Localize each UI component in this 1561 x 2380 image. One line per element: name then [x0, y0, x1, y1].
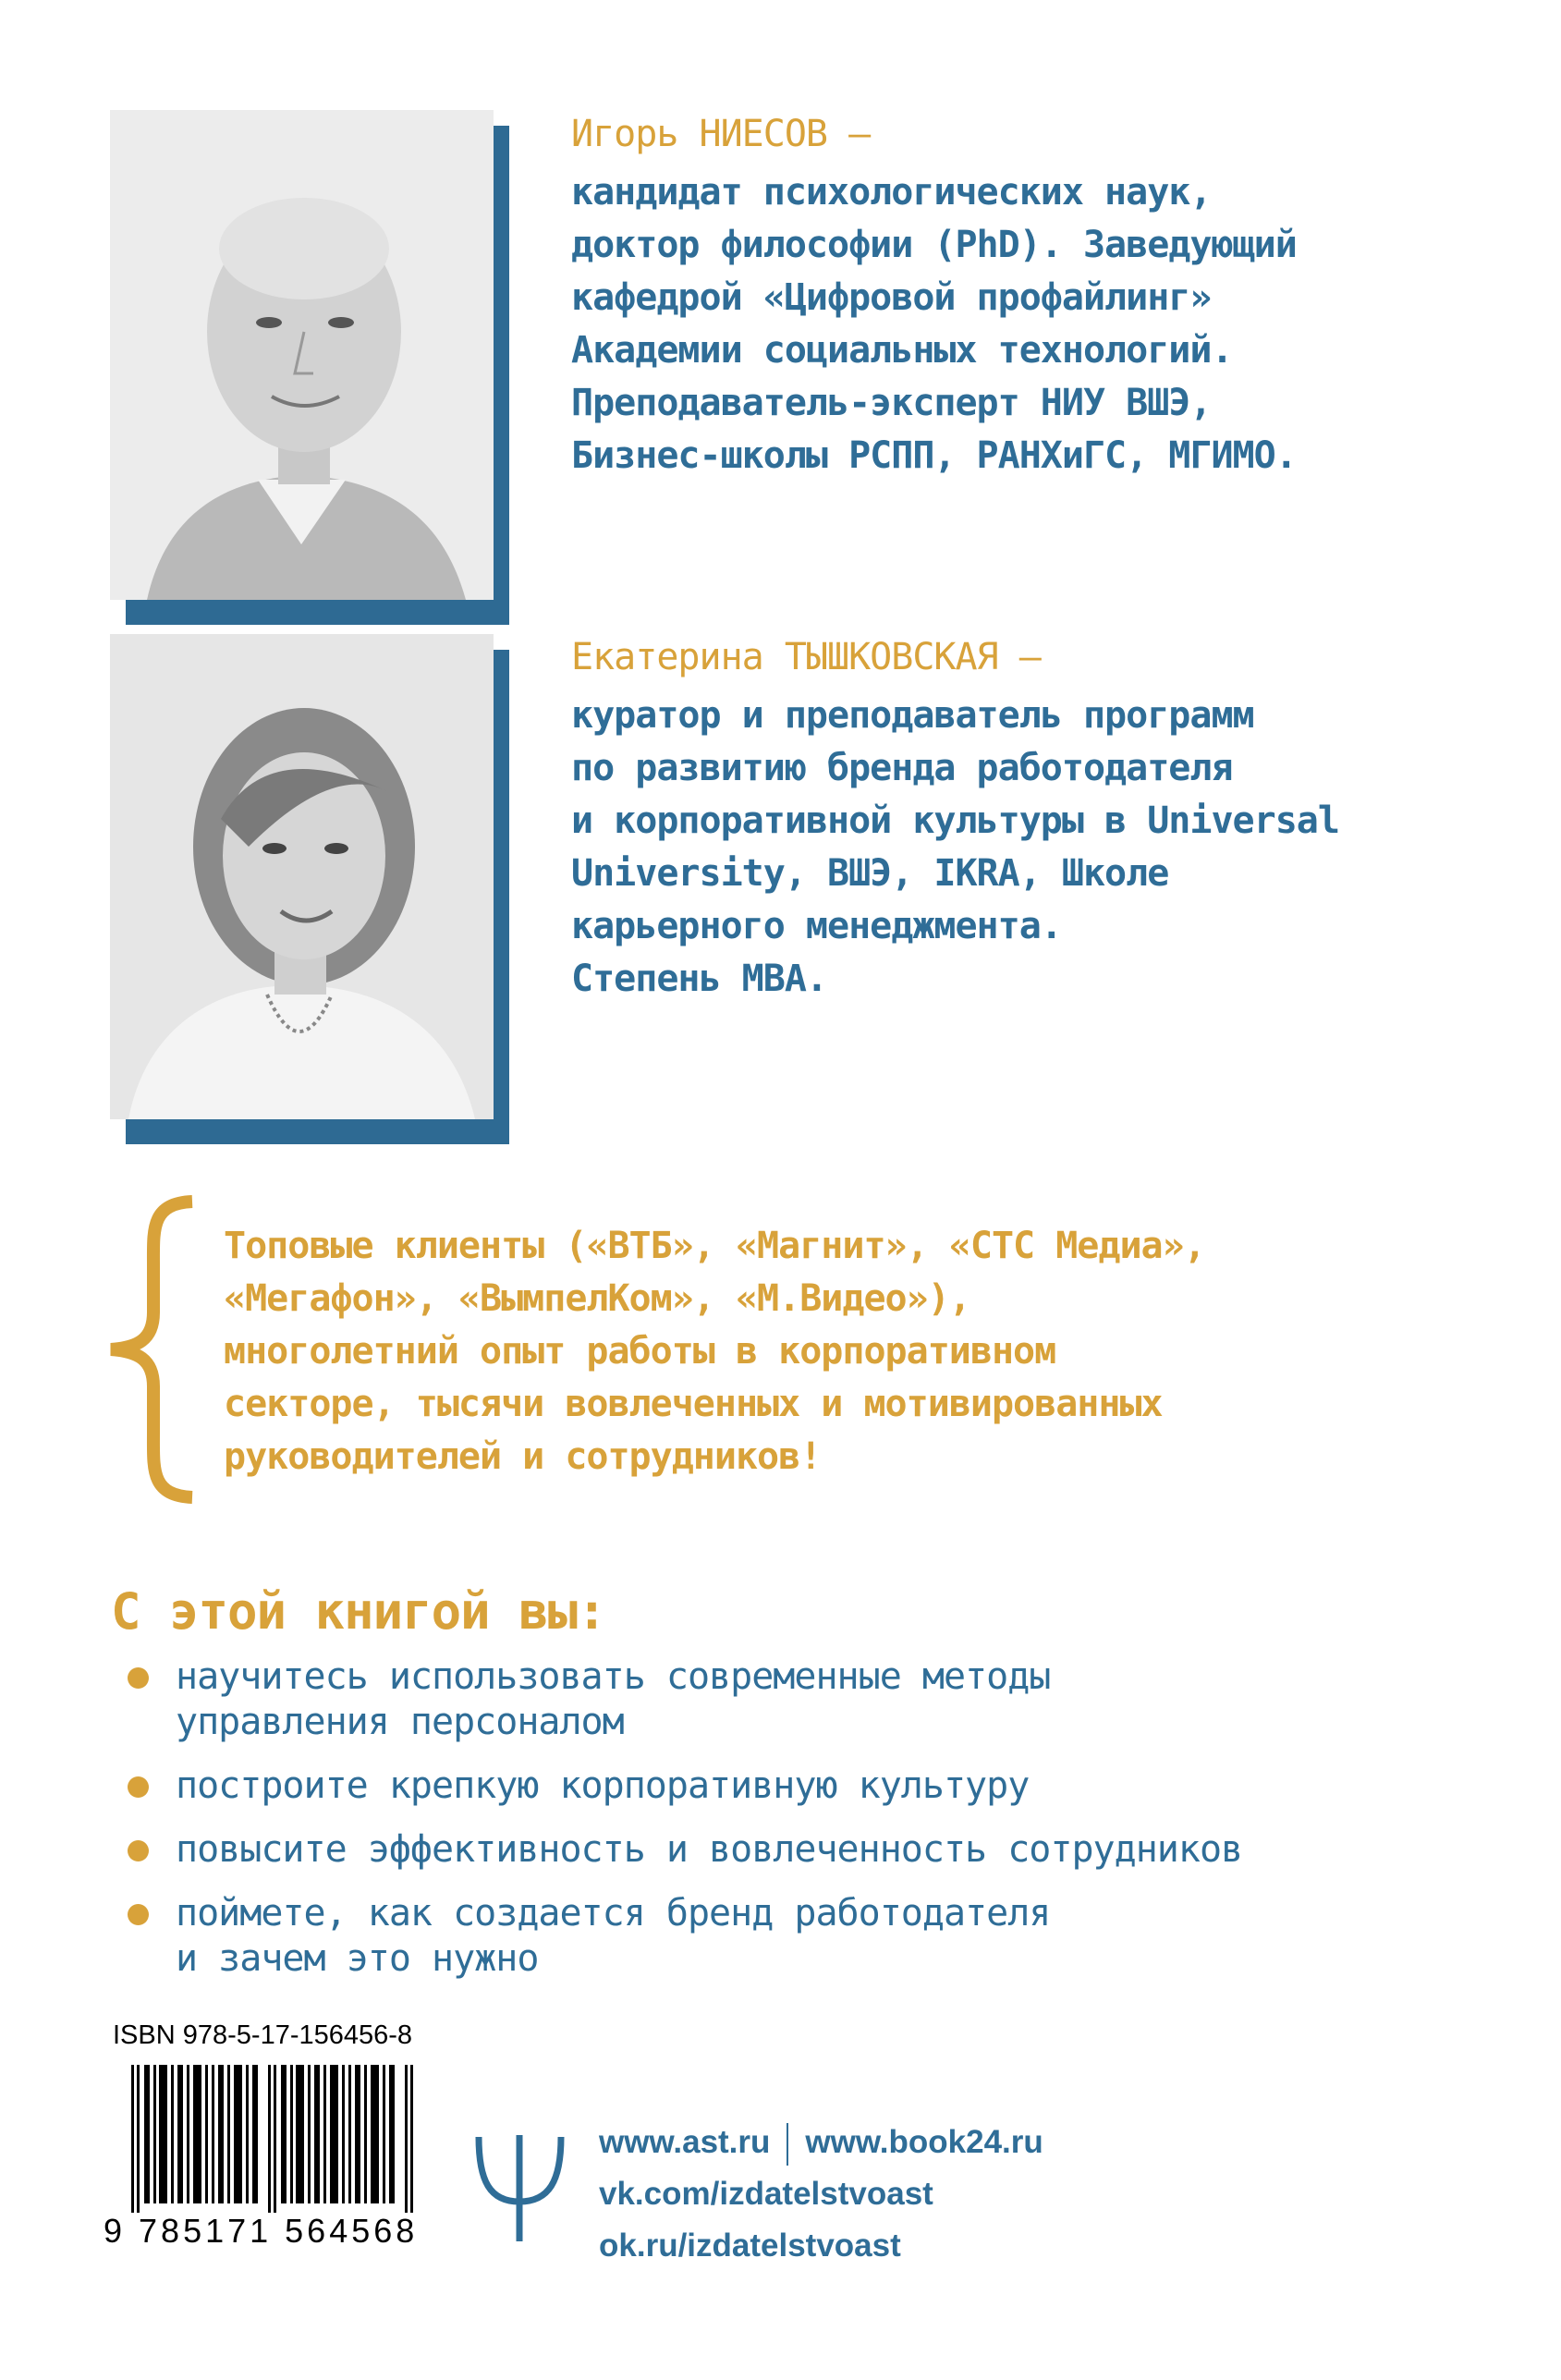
barcode-digits: 9 785171 564568 [104, 2212, 419, 2250]
list-item-line: научитесь использовать современные методы [176, 1655, 1051, 1698]
list-item-line: построите крепкую корпоративную культуру [176, 1764, 1030, 1807]
list-item-line: управления персоналом [176, 1701, 624, 1743]
list-item [176, 1764, 1242, 1809]
bullet-dot-icon [128, 1667, 149, 1689]
list-item [176, 1827, 1242, 1873]
bio-line: Бизнес-школы РСПП, РАНХиГС, МГИМО. [571, 434, 1297, 477]
bullet-dot-icon [128, 1904, 149, 1925]
bio-line: Преподаватель-эксперт НИУ ВШЭ, [571, 382, 1212, 424]
bio-line: по развитию бренда работодателя [571, 747, 1233, 789]
bio-line: доктор философии (PhD). Заведующий [571, 224, 1297, 266]
benefits-heading: С этой книгой вы: [111, 1582, 606, 1641]
publisher-psi-logo-icon [471, 2126, 568, 2246]
author-name-niesov: Игорь НИЕСОВ — [571, 113, 871, 155]
bio-line: University, ВШЭ, IKRA, Школе [571, 852, 1169, 895]
list-item-line: повысите эффективность и вовлеченность сотрудников [176, 1828, 1243, 1871]
bio-line: карьерного менеджмента. [571, 905, 1062, 947]
clients-quote [224, 1220, 1205, 1483]
link-separator [787, 2123, 788, 2166]
quote-line: руководителей и сотрудников! [224, 1435, 822, 1478]
author-bio-niesov [571, 166, 1297, 482]
quote-line: Топовые клиенты («ВТБ», «Магнит», «СТС Медиа», [224, 1225, 1205, 1267]
bullet-dot-icon [128, 1776, 149, 1798]
publisher-links [599, 2117, 1043, 2272]
link-book24-site[interactable]: www.book24.ru [805, 2124, 1043, 2160]
link-vk[interactable]: vk.com/izdatelstvoast [599, 2176, 933, 2212]
benefits-list [176, 1654, 1242, 2000]
isbn-label: ISBN 978-5-17-156456-8 [113, 2020, 413, 2050]
author-name-tyshkovskaya: Екатерина ТЫШКОВСКАЯ — [571, 636, 1041, 678]
list-item-line: и зачем это нужно [176, 1937, 539, 1980]
link-ast-site[interactable]: www.ast.ru [599, 2124, 771, 2160]
bio-line: куратор и преподаватель программ [571, 694, 1254, 737]
quote-line: «Мегафон», «ВымпелКом», «М.Видео»), [224, 1277, 970, 1320]
link-ok[interactable]: ok.ru/izdatelstvoast [599, 2227, 901, 2264]
list-item-line: поймете, как создается бренд работодателя [176, 1892, 1051, 1935]
quote-line: многолетний опыт работы в корпоративном [224, 1330, 1056, 1373]
quote-line: секторе, тысячи вовлеченных и мотивированных [224, 1383, 1163, 1425]
barcode-image [131, 2065, 418, 2213]
bullet-dot-icon [128, 1840, 149, 1861]
list-item [176, 1654, 1242, 1745]
curly-brace-icon [100, 1192, 201, 1507]
bio-line: кафедрой «Цифровой профайлинг» [571, 276, 1212, 319]
bio-line: и корпоративной культуры в Universal [571, 799, 1339, 842]
author-photo-niesov [110, 110, 494, 600]
author-photo-tyshkovskaya [110, 634, 494, 1119]
author-bio-tyshkovskaya [571, 690, 1339, 1006]
bio-line: Академии социальных технологий. [571, 329, 1233, 372]
bio-line: Степень MBA. [571, 958, 827, 1000]
bio-line: кандидат психологических наук, [571, 171, 1212, 214]
list-item [176, 1891, 1242, 1982]
